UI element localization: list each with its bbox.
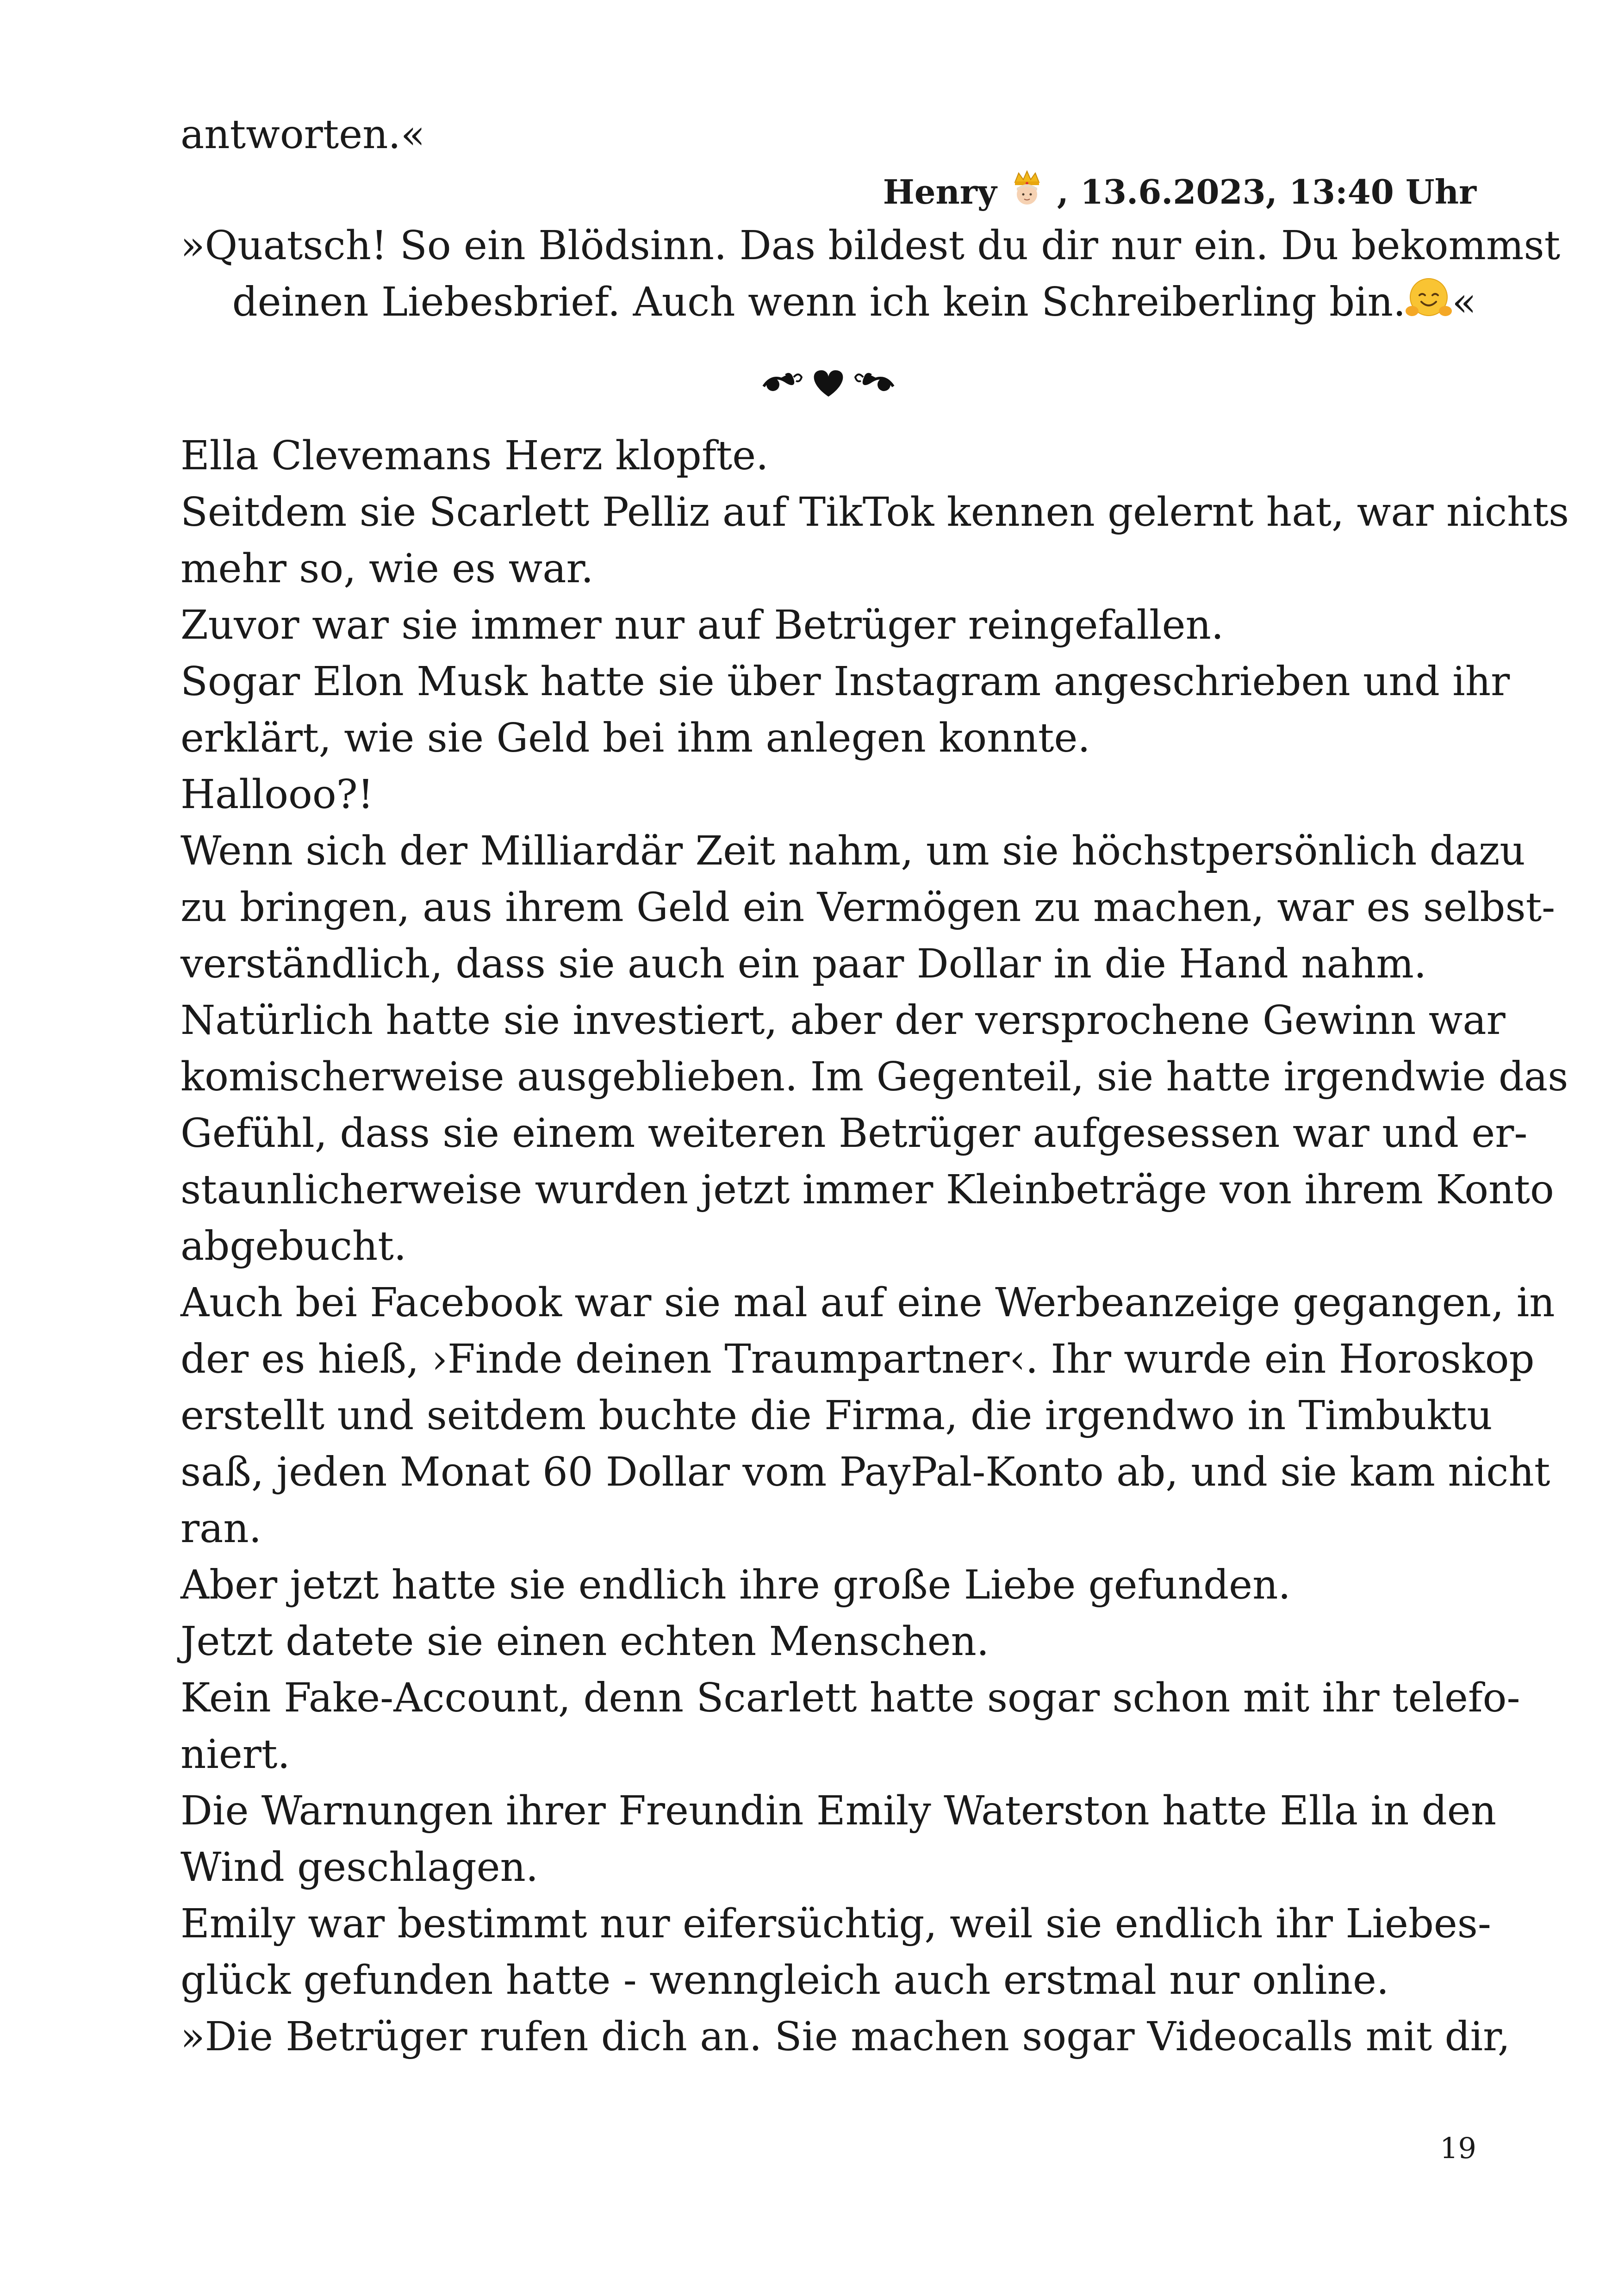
page-content (180, 106, 1569, 2065)
prince-emoji-icon (1008, 169, 1045, 220)
body-line: glück gefunden hatte - wenngleich auch erstmal nur online. (180, 1957, 1389, 2004)
body-line: erklärt, wie sie Geld bei ihm anlegen konnte. (180, 715, 1090, 761)
message-line-2-text: deinen Liebesbrief. Auch wenn ich kein Schreiberling bin. (232, 279, 1406, 325)
page-number: 19 (1440, 2131, 1476, 2165)
body-line: saß, jeden Monat 60 Dollar vom PayPal-Konto ab, und sie kam nicht (180, 1449, 1550, 1495)
body-line: niert. (180, 1731, 290, 1778)
message-line-2 (180, 274, 1476, 330)
body-line: Natürlich hatte sie investiert, aber der versprochene Gewinn war (180, 997, 1506, 1044)
body-line: Kein Fake-Account, denn Scarlett hatte sogar schon mit ihr telefo- (180, 1675, 1520, 1721)
body-line: Wenn sich der Milliardär Zeit nahm, um sie höchstpersönlich dazu (180, 828, 1525, 874)
body-line: Ella Clevemans Herz klopfte. (180, 433, 769, 479)
body-line: Auch bei Facebook war sie mal auf eine Werbeanzeige gegangen, in (180, 1280, 1555, 1326)
body-line: Emily war bestimmt nur eifersüchtig, weil sie endlich ihr Liebes- (180, 1901, 1491, 1947)
body-line: Gefühl, dass sie einem weiteren Betrüger aufgesessen war und er- (180, 1110, 1528, 1157)
body-line: zu bringen, aus ihrem Geld ein Vermögen zu machen, war es selbst- (180, 884, 1556, 931)
message-header (180, 167, 1476, 218)
body-line: Hallooo?! (180, 772, 374, 818)
body-line: Sogar Elon Musk hatte sie über Instagram angeschrieben und ihr (180, 659, 1510, 705)
sender-name: Henry (883, 172, 997, 212)
body-line: komischerweise ausgeblieben. Im Gegenteil, sie hatte irgendwie das (180, 1054, 1568, 1100)
body-text (180, 428, 1569, 2065)
body-line: Wind geschlagen. (180, 1844, 539, 1891)
body-line: staunlicherweise wurden jetzt immer Kleinbeträge von ihrem Konto (180, 1167, 1554, 1213)
body-line: verständlich, dass sie auch ein paar Dollar in die Hand nahm. (180, 941, 1427, 987)
body-line: der es hieß, ›Finde deinen Traumpartner‹. Ihr wurde ein Horoskop (180, 1336, 1535, 1382)
body-line: Die Warnungen ihrer Freundin Emily Waterston hatte Ella in den (180, 1788, 1497, 1834)
body-line: Aber jetzt hatte sie endlich ihre große Liebe gefunden. (180, 1562, 1291, 1608)
hugging-face-emoji-icon (1406, 275, 1452, 336)
body-line: Zuvor war sie immer nur auf Betrüger reingefallen. (180, 602, 1224, 648)
message-line-1: »Quatsch! So ein Blödsinn. Das bildest du dir nur ein. Du bekommst (180, 223, 1561, 269)
top-line: antworten.« (180, 112, 425, 158)
body-line: mehr so, wie es war. (180, 546, 594, 592)
body-line: Jetzt datete sie einen echten Menschen. (180, 1618, 989, 1665)
body-line: erstellt und seitdem buchte die Firma, die irgendwo in Timbuktu (180, 1393, 1493, 1439)
message-line-2-end: « (1452, 279, 1476, 325)
body-line: ran. (180, 1506, 262, 1552)
heart-divider-ornament (180, 335, 1476, 428)
body-line: »Die Betrüger rufen dich an. Sie machen sogar Videocalls mit dir, (180, 2014, 1511, 2060)
body-line: Seitdem sie Scarlett Pelliz auf TikTok kennen gelernt hat, war nichts (180, 489, 1569, 535)
message-timestamp: , 13.6.2023, 13:40 Uhr (1057, 172, 1476, 212)
body-line: abgebucht. (180, 1223, 407, 1269)
